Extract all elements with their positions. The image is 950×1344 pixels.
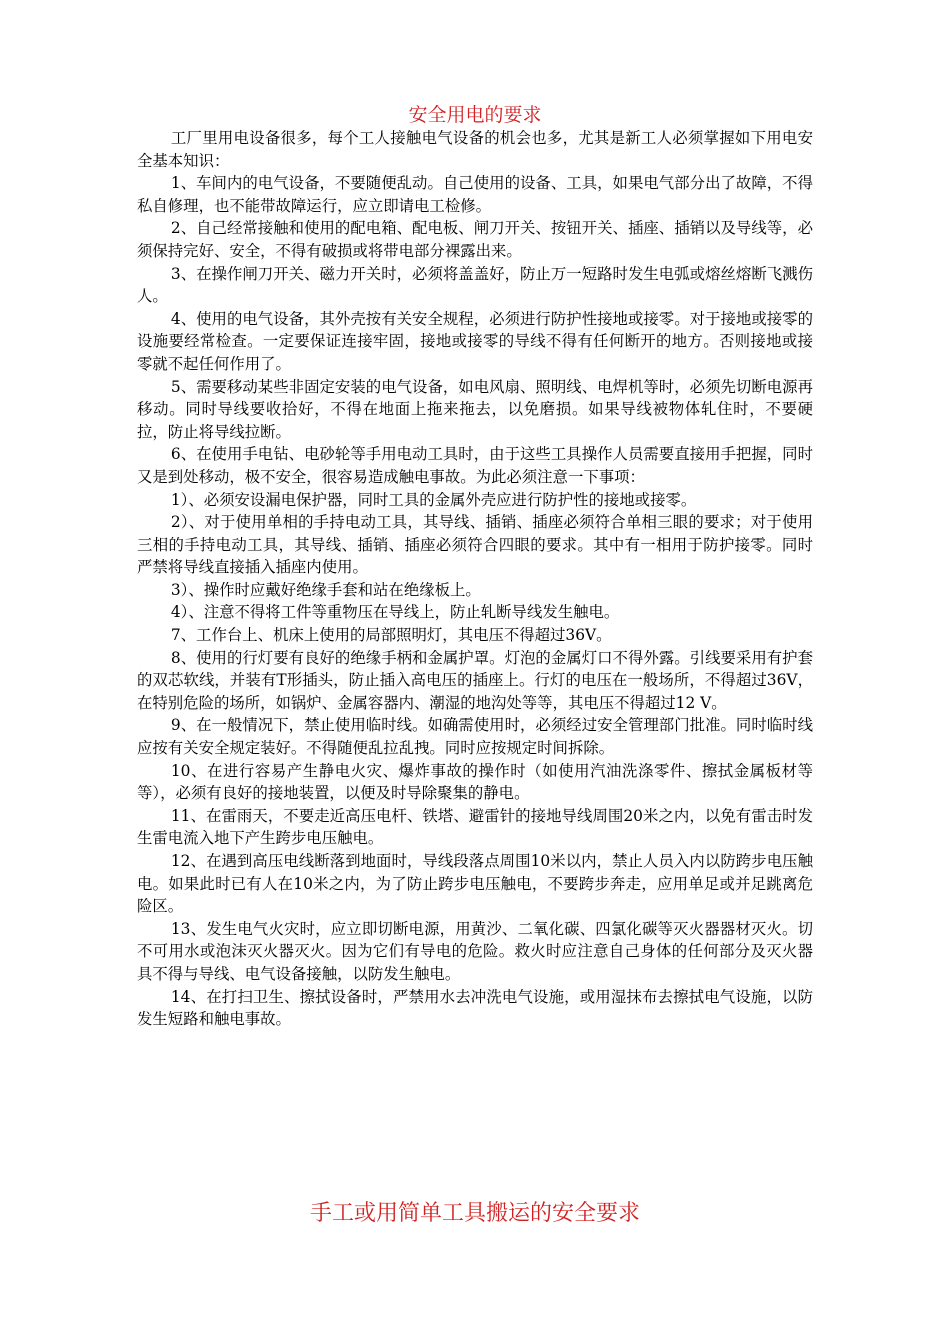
paragraph-intro: 工厂里用电设备很多，每个工人接触电气设备的机会也多，尤其是新工人必须掌握如下用电安全基本知识： bbox=[137, 129, 813, 170]
paragraph-7: 7、工作台上、机床上使用的局部照明灯，其电压不得超过36V。 bbox=[170, 626, 612, 645]
paragraph-10: 10、在进行容易产生静电火灾、爆炸事故的操作时（如使用汽油洗涤零件、擦拭金属板材等等），必须有良好的接地装置，以便及时导除聚集的静电。 bbox=[137, 761, 813, 803]
paragraph-11: 11、在雷雨天，不要走近高压电杆、铁塔、避雷针的接地导线周围20米之内，以免有雷击时发生雷电流入地下产生跨步电压触电。 bbox=[137, 806, 813, 848]
paragraph-6: 6、在使用手电钻、电砂轮等手用电动工具时，由于这些工具操作人员需要直接用手把握，同时又是到处移动，极不安全，很容易造成触电事故。为此必须注意一下事项： bbox=[137, 445, 813, 486]
paragraph-12: 12、在遇到高压电线断落到地面时，导线段落点周围10米以内，禁止人员入内以防跨步电压触电。如果此时已有人在10米之内，为了防止跨步电压触电，不要跨步奔走，应用单足或并足跳离危险区。 bbox=[137, 852, 813, 916]
paragraph-14: 14、在打扫卫生、擦拭设备时，严禁用水去冲洗电气设施，或用湿抹布去擦拭电气设施，以防发生短路和触电事故。 bbox=[137, 987, 813, 1029]
paragraph-9: 9、在一般情况下，禁止使用临时线。如确需使用时，必须经过安全管理部门批准。同时临时线应按有关安全规定装好。不得随便乱拉乱拽。同时应按规定时间拆除。 bbox=[137, 716, 813, 758]
page-title: 安全用电的要求 bbox=[408, 104, 542, 126]
paragraph-6-sub-4: 4）、注意不得将工件等重物压在导线上，防止轧断导线发生触电。 bbox=[170, 603, 620, 622]
paragraph-2: 2、自己经常接触和使用的配电箱、配电板、闸刀开关、按钮开关、插座、插销以及导线等，必须保持完好、安全，不得有破损或将带电部分裸露出来。 bbox=[137, 219, 813, 260]
paragraph-5: 5、需要移动某些非固定安装的电气设备，如电风扇、照明线、电焊机等时，必须先切断电源再移动。同时导线要收拾好，不得在地面上拖来拖去，以免磨损。如果导线被物体轧住时，不要硬拉，防止将导线拉断。 bbox=[137, 377, 813, 441]
next-section-title: 手工或用简单工具搬运的安全要求 bbox=[309, 1201, 640, 1226]
document-body bbox=[137, 127, 813, 1031]
paragraph-6-sub-3: 3）、操作时应戴好绝缘手套和站在绝缘板上。 bbox=[170, 580, 481, 599]
paragraph-6-sub-2: 2）、对于使用单相的手持电动工具，其导线、插销、插座必须符合单相三眼的要求；对于使用三相的手持电动工具，其导线、插销、插座必须符合四眼的要求。其中有一相用于防护接零。同时严禁将导线直接插入插座内使用。 bbox=[137, 513, 813, 577]
paragraph-4: 4、使用的电气设备，其外壳按有关安全规程，必须进行防护性接地或接零。对于接地或接零的设施要经常检查。一定要保证连接牢固，接地或接零的导线不得有任何断开的地方。否则接地或接零就不起任何作用了。 bbox=[137, 309, 813, 373]
paragraph-13: 13、发生电气火灾时，应立即切断电源，用黄沙、二氧化碳、四氯化碳等灭火器器材灭火。切不可用水或泡沫灭火器灭火。因为它们有导电的危险。救火时应注意自己身体的任何部分及灭火器具不得与导线、电气设备接触，以防发生触电。 bbox=[137, 919, 813, 983]
paragraph-8: 8、使用的行灯要有良好的绝缘手柄和金属护罩。灯泡的金属灯口不得外露。引线要采用有护套的双芯软线，并装有T形插头，防止插入高电压的插座上。行灯的电压在一般场所，不得超过36V，在特别危险的场所，如锅炉、金属容器内、潮湿的地沟处等等，其电压不得超过12 V。 bbox=[137, 648, 813, 712]
paragraph-3: 3、在操作闸刀开关、磁力开关时，必须将盖盖好，防止万一短路时发生电弧或熔丝熔断飞溅伤人。 bbox=[137, 264, 813, 306]
paragraph-6-sub-1: 1）、必须安设漏电保护器，同时工具的金属外壳应进行防护性的接地或接零。 bbox=[170, 490, 697, 509]
paragraph-1: 1、车间内的电气设备，不要随便乱动。自己使用的设备、工具，如果电气部分出了故障，不得私自修理，也不能带故障运行，应立即请电工检修。 bbox=[137, 174, 813, 215]
